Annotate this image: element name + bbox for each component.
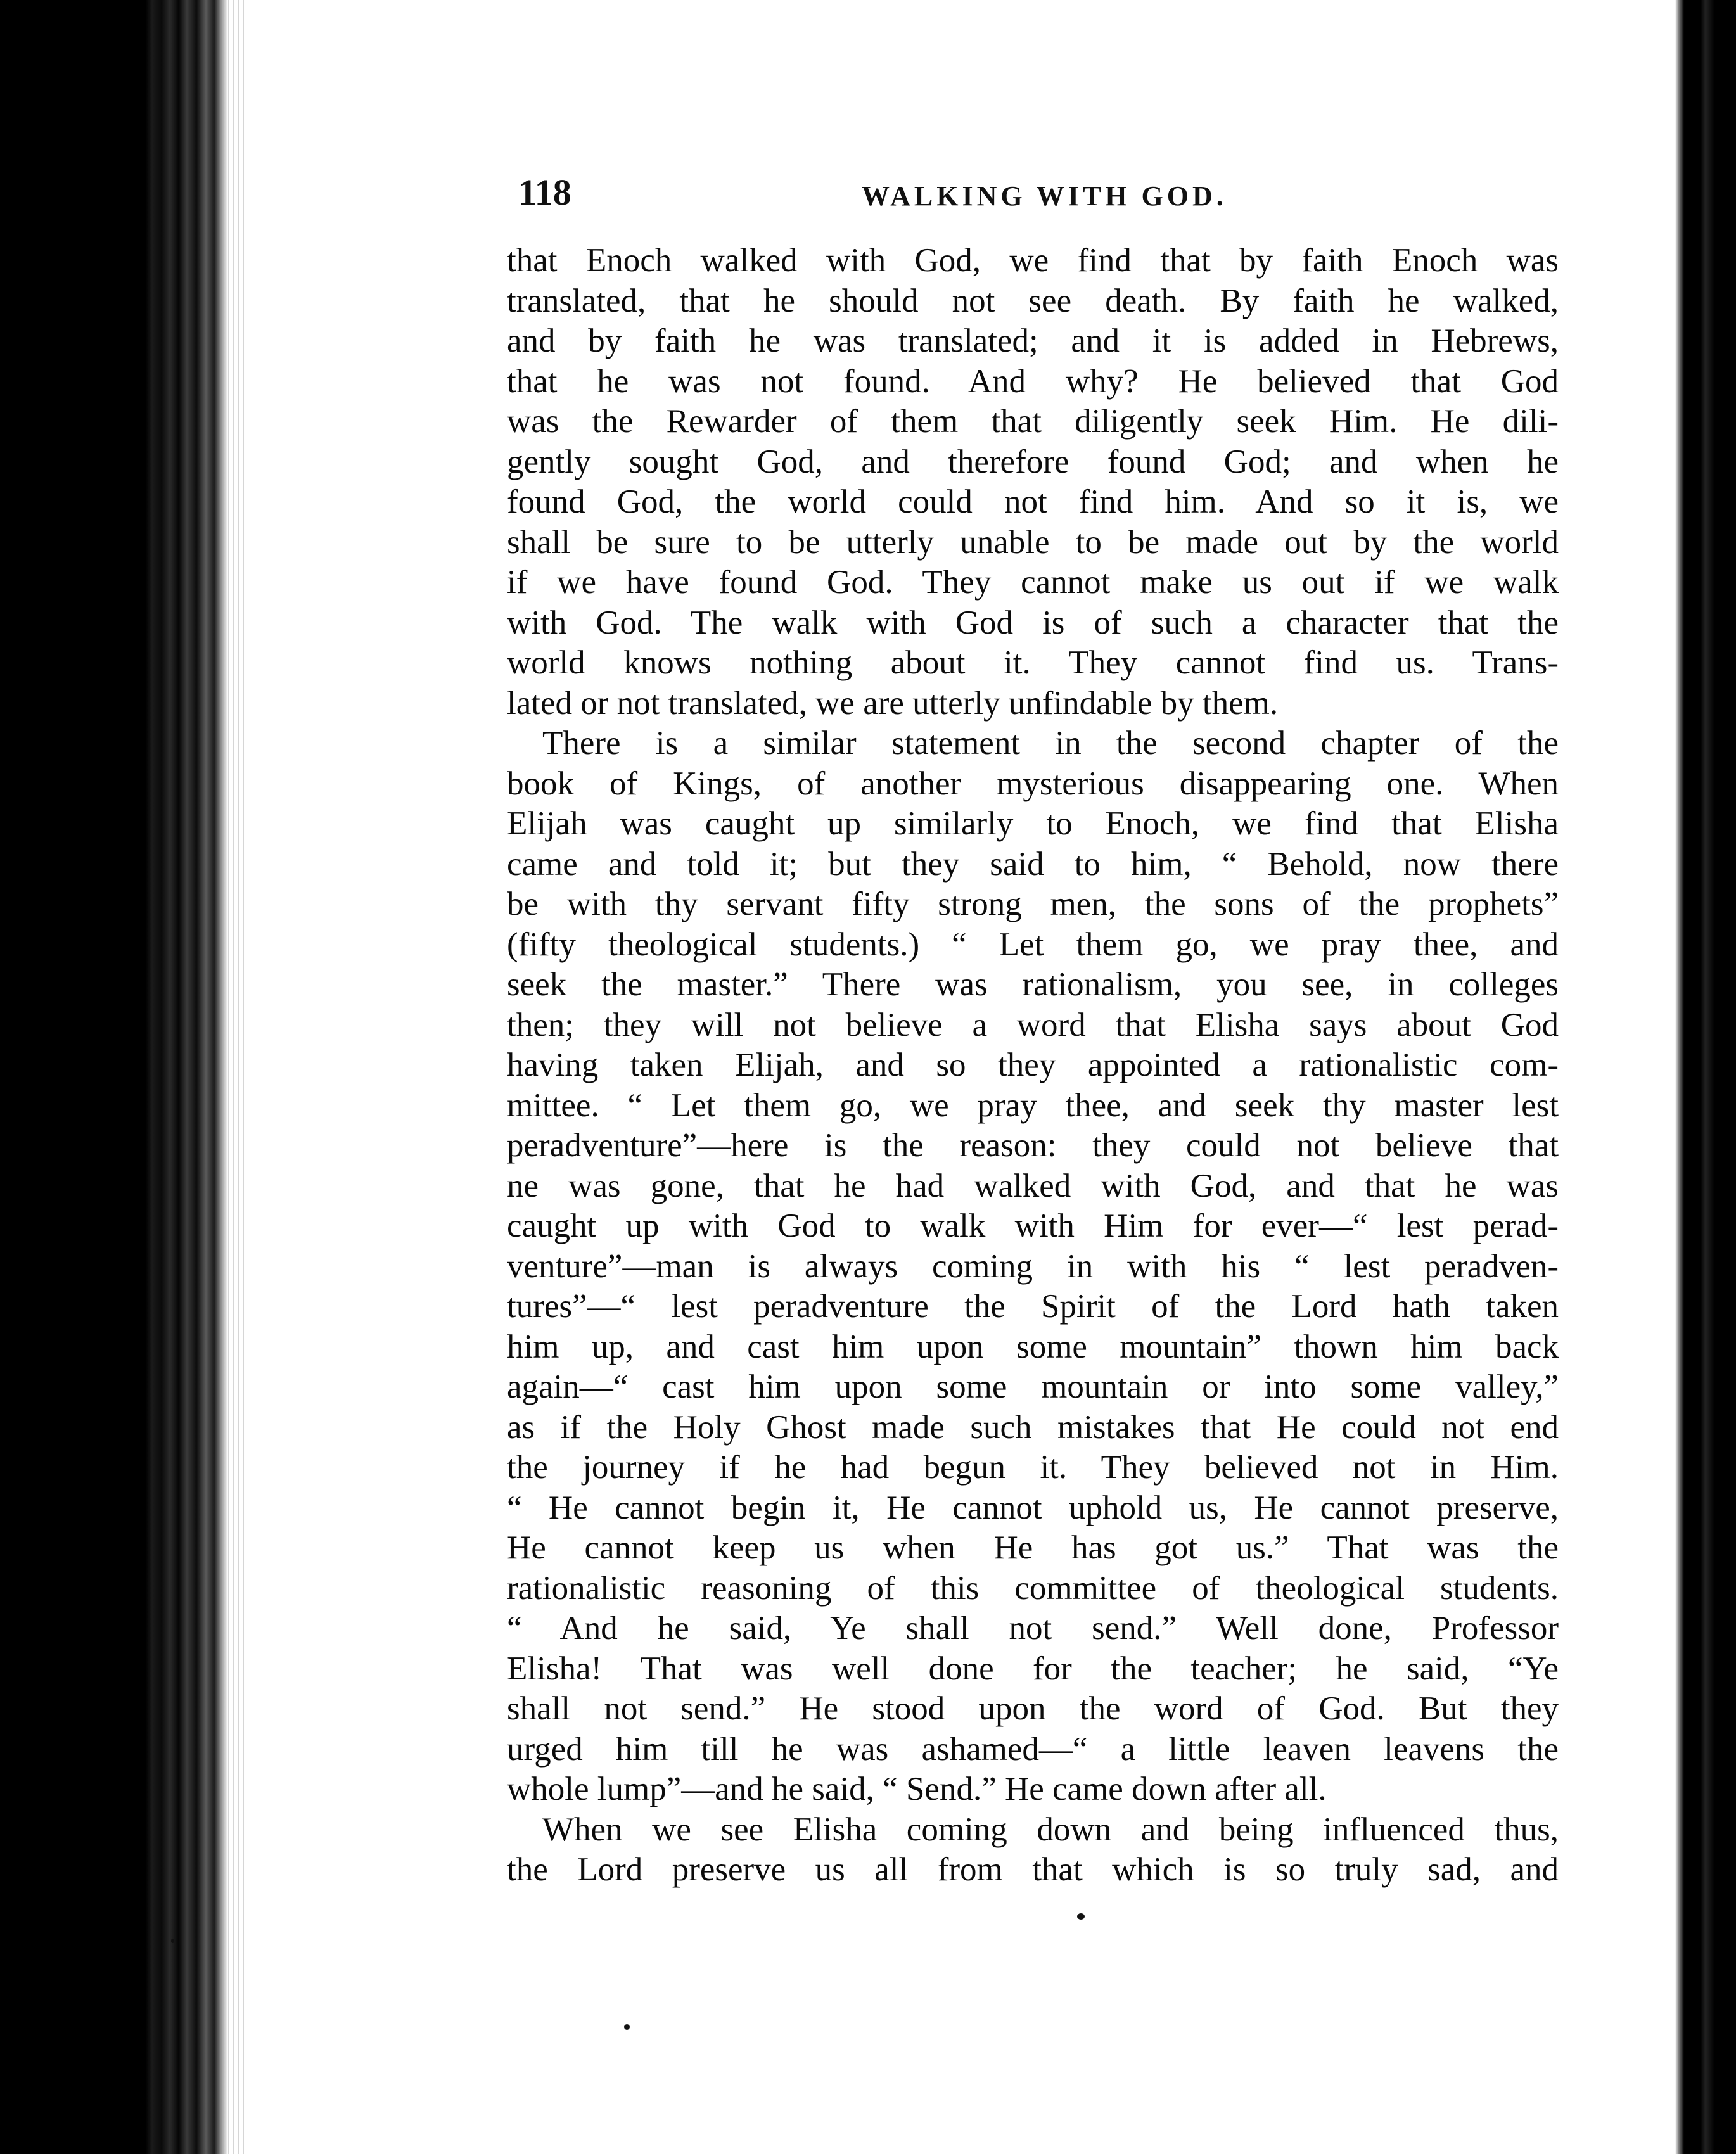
text-line: seek the master.” There was rationalism, you see, in colleges: [507, 966, 1559, 1003]
text-line: Elisha! That was well done for the teacher; he said, “Ye: [507, 1650, 1559, 1687]
text-line: book of Kings, of another mysterious disappearing one. When: [507, 765, 1559, 802]
text-line: caught up with God to walk with Him for ever—“ lest perad-: [507, 1208, 1559, 1244]
text-line: having taken Elijah, and so they appointed a rationalistic com-: [507, 1047, 1559, 1083]
text-line: venture”—man is always coming in with his “ lest peradven-: [507, 1247, 1559, 1285]
text-line: again—“ cast him upon some mountain or into some valley,”: [507, 1368, 1559, 1405]
paragraph-start-line: When we see Elisha coming down and being influenced thus,: [542, 1811, 1559, 1848]
text-line: the journey if he had begun it. They believed not in Him.: [507, 1449, 1559, 1486]
book-page: [507, 171, 1559, 1890]
text-line: found God, the world could not find him. And so it is, we: [507, 483, 1559, 520]
text-line: Elijah was caught up similarly to Enoch, we find that Elisha: [507, 805, 1559, 842]
text-line: and by faith he was translated; and it is added in Hebrews,: [507, 322, 1559, 359]
text-line: He cannot keep us when He has got us.” That was the: [507, 1529, 1559, 1566]
scan-speck: [624, 2024, 630, 2030]
text-line: then; they will not believe a word that Elisha says about God: [507, 1006, 1559, 1043]
text-line: tures”—“ lest peradventure the Spirit of the Lord hath taken: [507, 1288, 1559, 1325]
text-line: the Lord preserve us all from that which is so truly sad, and: [507, 1851, 1559, 1888]
text-line: came and told it; but they said to him, “ Behold, now there: [507, 845, 1559, 883]
text-line: shall not send.” He stood upon the word of God. But they: [507, 1690, 1559, 1727]
text-line: urged him till he was ashamed—“ a little leaven leavens the: [507, 1730, 1559, 1768]
text-line: if we have found God. They cannot make us out if we walk: [507, 564, 1559, 601]
scan-speck: [1077, 1913, 1085, 1920]
text-line: was the Rewarder of them that diligently seek Him. He dili-: [507, 403, 1559, 440]
text-line: as if the Holy Ghost made such mistakes that He could not end: [507, 1408, 1559, 1446]
paragraph-start-line: There is a similar statement in the second chapter of the: [542, 725, 1559, 762]
text-line: him up, and cast him upon some mountain” thown him back: [507, 1328, 1559, 1365]
text-line: rationalistic reasoning of this committee of theological students.: [507, 1569, 1559, 1607]
text-line: world knows nothing about it. They cannot find us. Trans-: [507, 644, 1559, 681]
text-line: that Enoch walked with God, we find that by faith Enoch was: [507, 242, 1559, 279]
book-binding: [0, 0, 228, 2154]
text-line: whole lump”—and he said, “ Send.” He came down after all.: [507, 1771, 1327, 1807]
page-number: 118: [518, 172, 571, 213]
right-page-edge: [1675, 0, 1736, 2154]
page-edges: [228, 0, 247, 2154]
text-line: “ And he said, Ye shall not send.” Well done, Professor: [507, 1610, 1559, 1647]
body-text: [507, 241, 1559, 1890]
text-line: peradventure”—here is the reason: they could not believe that: [507, 1127, 1559, 1164]
running-head: [507, 171, 1559, 215]
text-line: mittee. “ Let them go, we pray thee, and seek thy master lest: [507, 1087, 1559, 1124]
text-line: with God. The walk with God is of such a character that the: [507, 604, 1559, 641]
text-line: shall be sure to be utterly unable to be made out by the world: [507, 523, 1559, 561]
text-line: translated, that he should not see death. By faith he walked,: [507, 282, 1559, 319]
text-line: “ He cannot begin it, He cannot uphold us, He cannot preserve,: [507, 1489, 1559, 1526]
text-line: ne was gone, that he had walked with God, and that he was: [507, 1167, 1559, 1204]
text-line: that he was not found. And why? He believed that God: [507, 362, 1559, 400]
scan-speck: [171, 1939, 174, 1943]
text-line: be with thy servant fifty strong men, the sons of the prophets”: [507, 886, 1559, 922]
text-line: lated or not translated, we are utterly unfindable by them.: [507, 684, 1279, 722]
text-line: (fifty theological students.) “ Let them go, we pray thee, and: [507, 926, 1559, 963]
running-title: WALKING WITH GOD.: [862, 181, 1227, 212]
text-line: gently sought God, and therefore found God; and when he: [507, 443, 1559, 480]
